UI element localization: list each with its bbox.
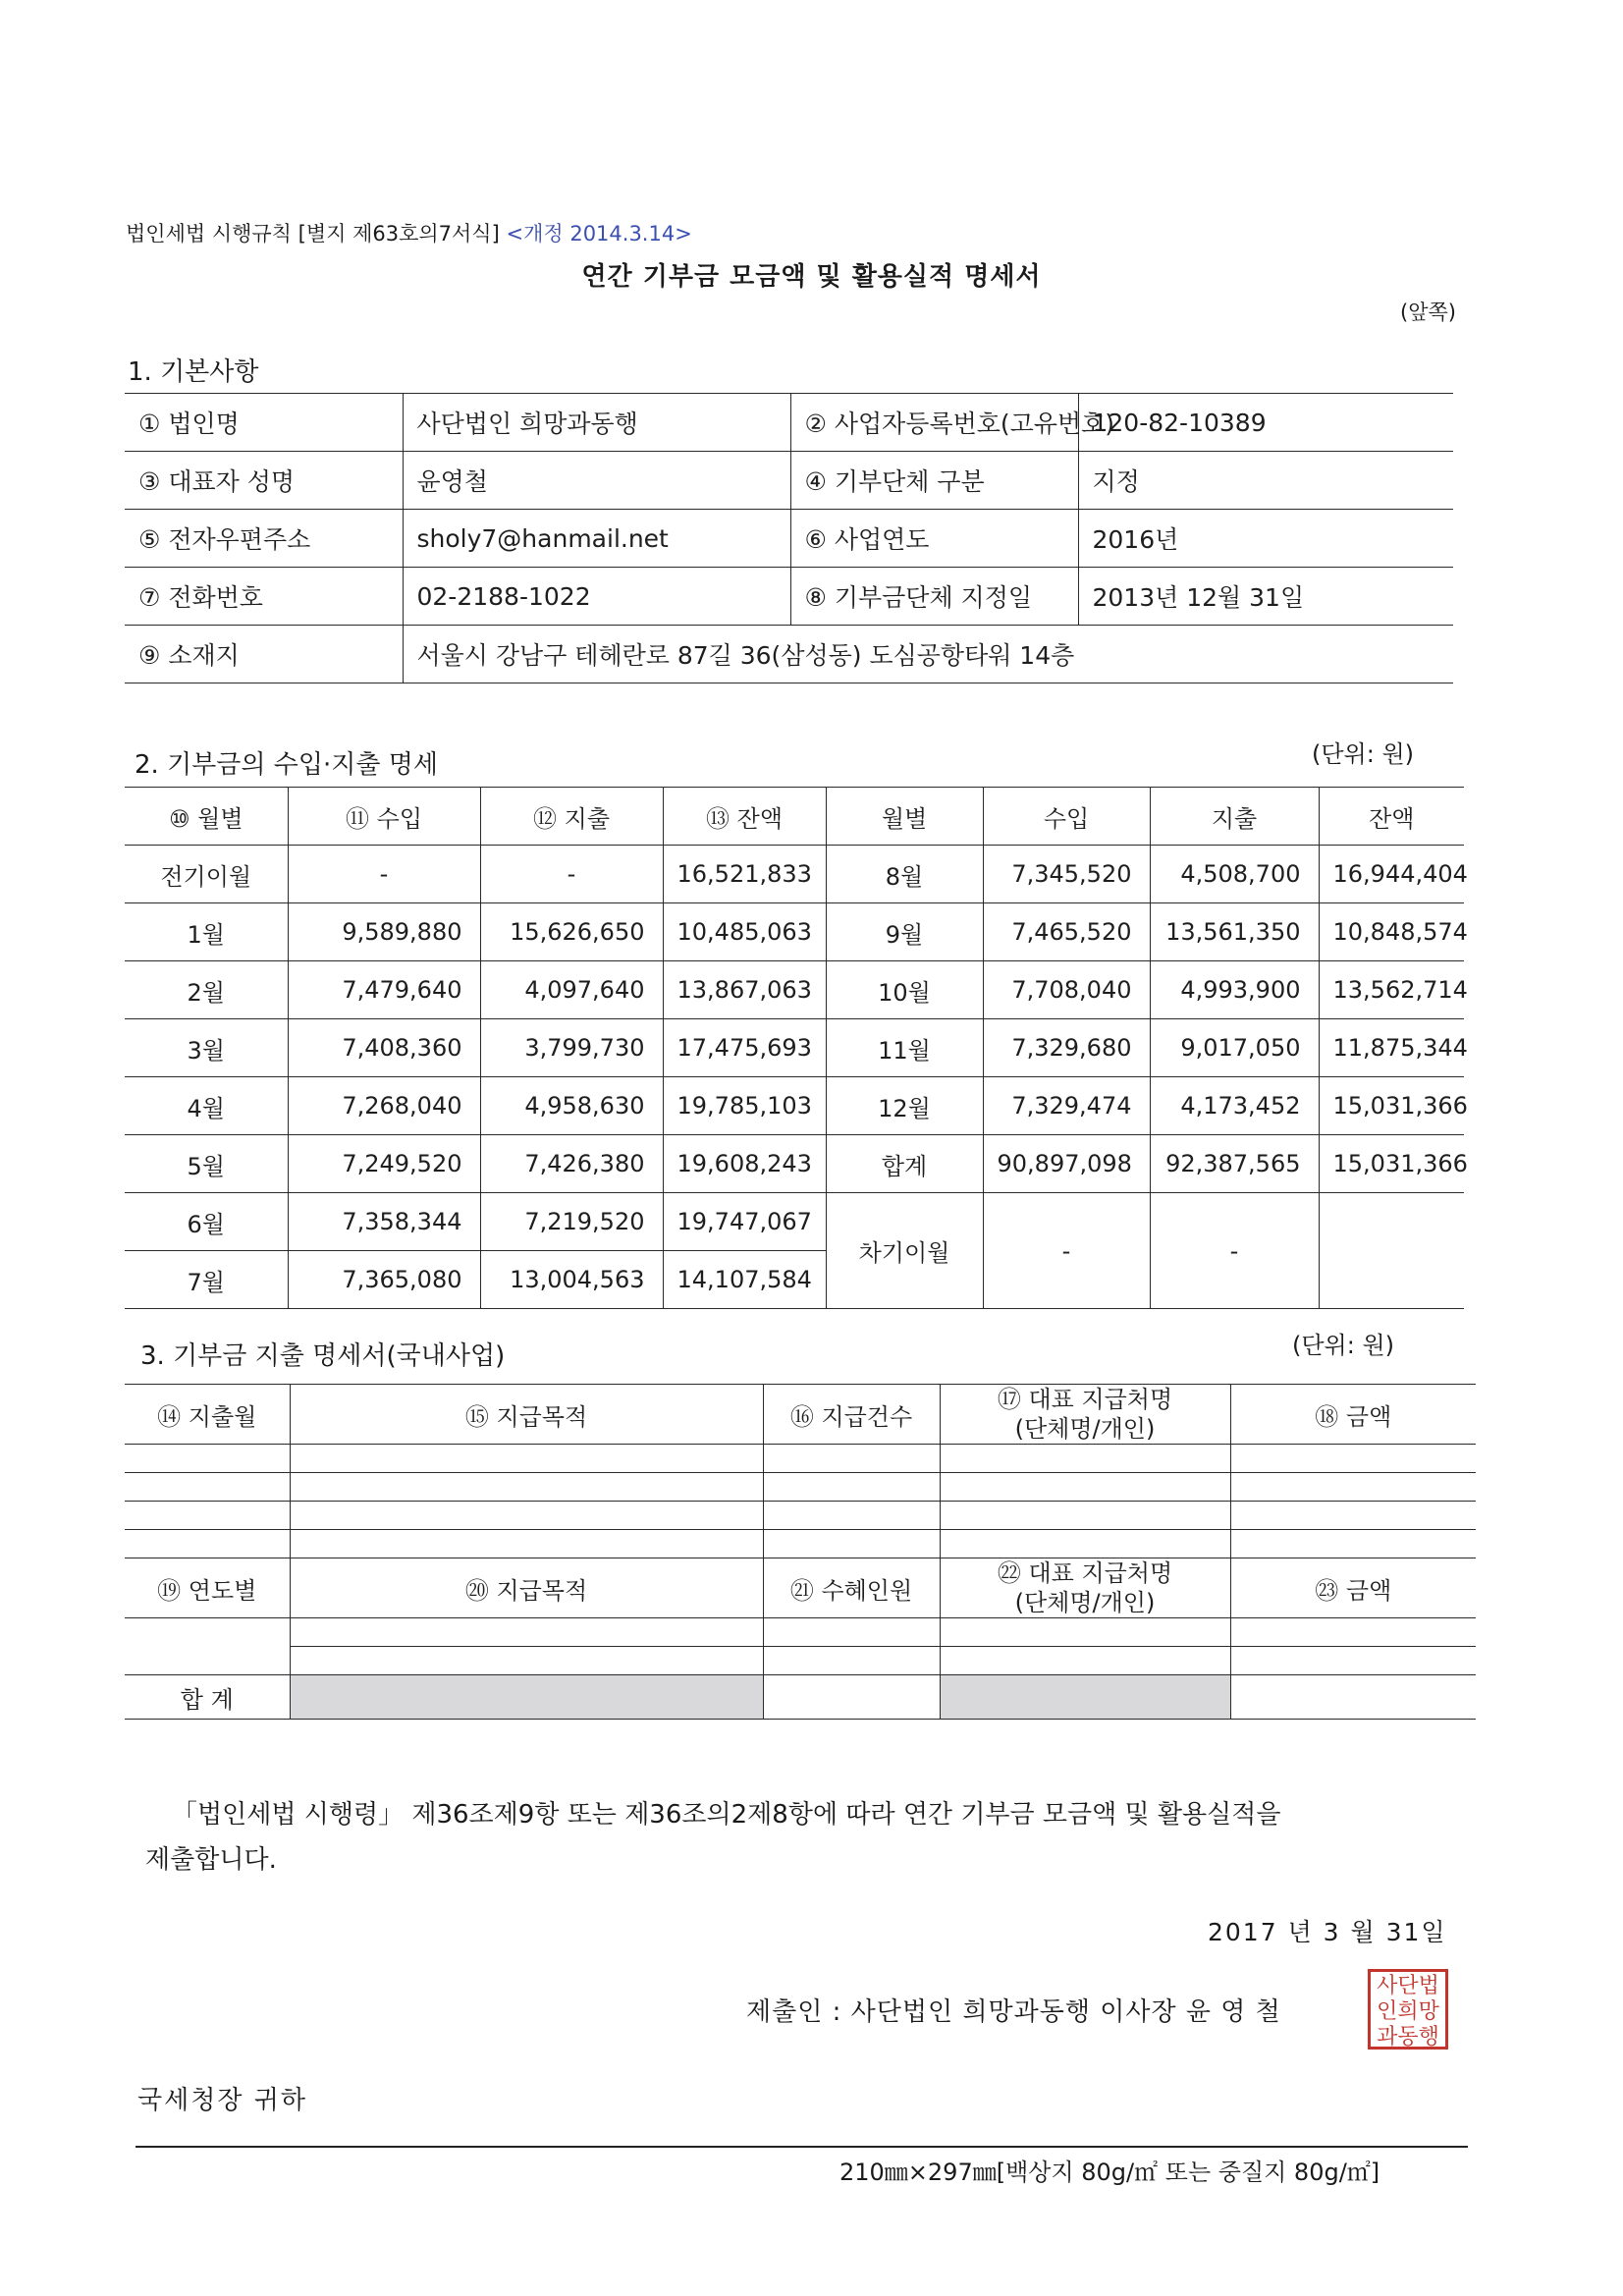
- balance-cell: 14,107,584: [663, 1251, 826, 1309]
- paper-spec: 210㎜×297㎜[백상지 80g/㎡ 또는 중질지 80g/㎡]: [839, 2159, 1380, 2186]
- col-expense: ⑫ 지출: [480, 788, 663, 846]
- month-cell: 5월: [125, 1135, 288, 1193]
- total-label-cell: 합계: [826, 1135, 983, 1193]
- col-income: ⑪ 수입: [288, 788, 480, 846]
- table-row: [125, 1502, 1476, 1530]
- phone-value: 02-2188-1022: [403, 568, 790, 626]
- income-cell: 7,329,474: [983, 1077, 1150, 1135]
- col-expense-2: 지출: [1150, 788, 1319, 846]
- table-row: [125, 903, 1464, 961]
- recipient-title: ㉒ 대표 지급처명: [997, 1559, 1173, 1587]
- expense-cell: -: [480, 846, 663, 903]
- carry-forward-expense: -: [1150, 1193, 1319, 1309]
- basic-info-row: [125, 452, 1453, 510]
- col-income-2: 수입: [983, 788, 1150, 846]
- balance-cell: 13,867,063: [663, 961, 826, 1019]
- recipient-subtitle: (단체명/개인): [1014, 1415, 1156, 1443]
- month-cell: 전기이월: [125, 846, 288, 903]
- col-month: ⑩ 월별: [125, 788, 288, 846]
- carry-forward-income: -: [983, 1193, 1150, 1309]
- month-cell: 12월: [826, 1077, 983, 1135]
- balance-cell: 10,485,063: [663, 903, 826, 961]
- balance-cell: 19,747,067: [663, 1193, 826, 1251]
- income-cell: -: [288, 846, 480, 903]
- col-recipient-2: [940, 1558, 1230, 1618]
- col-month-2: 월별: [826, 788, 983, 846]
- org-type-label: ④ 기부단체 구분: [790, 452, 1078, 510]
- carry-forward-balance: [1319, 1193, 1464, 1309]
- col-year: ⑲ 연도별: [125, 1558, 290, 1618]
- fiscal-year-value: 2016년: [1078, 510, 1453, 568]
- expense-cell: 4,993,900: [1150, 961, 1319, 1019]
- corp-name-value: 사단법인 희망과동행: [403, 394, 790, 452]
- section2-heading: 2. 기부금의 수입·지출 명세: [135, 750, 439, 780]
- designation-date-value: 2013년 12월 31일: [1078, 568, 1453, 626]
- balance-cell: 16,521,833: [663, 846, 826, 903]
- basic-info-row: [125, 394, 1453, 452]
- income-cell: 7,465,520: [983, 903, 1150, 961]
- col-purpose: ⑮ 지급목적: [290, 1385, 763, 1445]
- submitter: 제출인 : 사단법인 희망과동행 이사장 윤 영 철: [746, 1997, 1281, 2027]
- table-row: [125, 1473, 1476, 1502]
- law-reference: 법인세법 시행규칙 [별지 제63호의7서식]: [126, 222, 500, 246]
- income-cell: 7,408,360: [288, 1019, 480, 1077]
- expense-cell: 7,219,520: [480, 1193, 663, 1251]
- basic-info-table: [125, 393, 1453, 683]
- income-cell: 7,268,040: [288, 1077, 480, 1135]
- col-purpose-2: ⑳ 지급목적: [290, 1558, 763, 1618]
- expense-cell: 15,626,650: [480, 903, 663, 961]
- col-balance: ⑬ 잔액: [663, 788, 826, 846]
- table-row: [125, 1647, 1476, 1675]
- total-balance-cell: 15,031,366: [1319, 1135, 1464, 1193]
- expense-cell: 4,173,452: [1150, 1077, 1319, 1135]
- income-cell: 7,358,344: [288, 1193, 480, 1251]
- recipient-office: 국세청장 귀하: [137, 2086, 307, 2115]
- official-seal-icon: 사단법인희망과동행: [1368, 1969, 1448, 2050]
- total-label: 합 계: [125, 1675, 290, 1720]
- income-cell: 9,589,880: [288, 903, 480, 961]
- basic-info-row: [125, 626, 1453, 683]
- basic-info-row: [125, 568, 1453, 626]
- income-expense-table: [125, 787, 1468, 1309]
- expense-cell: 9,017,050: [1150, 1019, 1319, 1077]
- income-cell: 7,345,520: [983, 846, 1150, 903]
- front-page-mark: (앞쪽): [1400, 301, 1456, 324]
- month-cell: 7월: [125, 1251, 288, 1309]
- expense-cell: 13,561,350: [1150, 903, 1319, 961]
- month-cell: 6월: [125, 1193, 288, 1251]
- email-value: sholy7@hanmail.net: [403, 510, 790, 568]
- month-cell: 10월: [826, 961, 983, 1019]
- balance-cell: 16,944,404: [1319, 846, 1464, 903]
- recipient-subtitle: (단체명/개인): [1014, 1589, 1156, 1616]
- footer-divider: [135, 2146, 1468, 2148]
- recipient-title: ⑰ 대표 지급처명: [997, 1386, 1173, 1413]
- balance-cell: 19,785,103: [663, 1077, 826, 1135]
- month-cell: 9월: [826, 903, 983, 961]
- month-cell: 1월: [125, 903, 288, 961]
- carry-forward-label: 차기이월: [826, 1193, 983, 1309]
- month-cell: 3월: [125, 1019, 288, 1077]
- form-reference: [126, 218, 692, 247]
- representative-label: ③ 대표자 성명: [125, 452, 403, 510]
- section3-heading: 3. 기부금 지출 명세서(국내사업): [140, 1341, 506, 1371]
- revision-date: <개정 2014.3.14>: [506, 222, 692, 246]
- income-cell: 7,479,640: [288, 961, 480, 1019]
- expense-cell: 4,508,700: [1150, 846, 1319, 903]
- balance-cell: 15,031,366: [1319, 1077, 1464, 1135]
- balance-cell: 17,475,693: [663, 1019, 826, 1077]
- expense-cell: 4,097,640: [480, 961, 663, 1019]
- document-title: 연간 기부금 모금액 및 활용실적 명세서: [581, 262, 1042, 292]
- col-count: ⑯ 지급건수: [763, 1385, 940, 1445]
- col-amount: ⑱ 금액: [1230, 1385, 1476, 1445]
- table-row: [125, 1077, 1464, 1135]
- total-expense-cell: 92,387,565: [1150, 1135, 1319, 1193]
- corp-name-label: ① 법인명: [125, 394, 403, 452]
- email-label: ⑤ 전자우편주소: [125, 510, 403, 568]
- total-income-cell: 90,897,098: [983, 1135, 1150, 1193]
- designation-date-label: ⑧ 기부금단체 지정일: [790, 568, 1078, 626]
- section2-unit: (단위: 원): [1312, 740, 1414, 768]
- fiscal-year-label: ⑥ 사업연도: [790, 510, 1078, 568]
- income-cell: 7,365,080: [288, 1251, 480, 1309]
- business-reg-label: ② 사업자등록번호(고유번호): [790, 394, 1078, 452]
- table-row: [125, 961, 1464, 1019]
- month-cell: 8월: [826, 846, 983, 903]
- income-cell: 7,708,040: [983, 961, 1150, 1019]
- table-row: [125, 846, 1464, 903]
- balance-cell: 13,562,714: [1319, 961, 1464, 1019]
- expense-cell: 4,958,630: [480, 1077, 663, 1135]
- balance-cell: 11,875,344: [1319, 1019, 1464, 1077]
- col-beneficiaries: ㉑ 수혜인원: [763, 1558, 940, 1618]
- balance-cell: 19,608,243: [663, 1135, 826, 1193]
- month-cell: 2월: [125, 961, 288, 1019]
- section3-unit: (단위: 원): [1292, 1332, 1394, 1359]
- basic-info-row: [125, 510, 1453, 568]
- expenditure-table: [125, 1384, 1476, 1720]
- table-row: [125, 1445, 1476, 1473]
- table-row: [125, 1193, 1464, 1251]
- balance-cell: 10,848,574: [1319, 903, 1464, 961]
- table-row: [125, 1530, 1476, 1558]
- col-amount-2: ㉓ 금액: [1230, 1558, 1476, 1618]
- col-recipient: [940, 1385, 1230, 1445]
- expense-cell: 7,426,380: [480, 1135, 663, 1193]
- expense-cell: 13,004,563: [480, 1251, 663, 1309]
- business-reg-value: 120-82-10389: [1078, 394, 1453, 452]
- org-type-value: 지정: [1078, 452, 1453, 510]
- month-cell: 4월: [125, 1077, 288, 1135]
- section1-heading: 1. 기본사항: [128, 357, 259, 387]
- expense-cell: 3,799,730: [480, 1019, 663, 1077]
- table-row: [125, 1618, 1476, 1647]
- income-cell: 7,249,520: [288, 1135, 480, 1193]
- address-value: 서울시 강남구 테헤란로 87길 36(삼성동) 도심공항타워 14층: [403, 626, 1453, 683]
- col-expense-month: ⑭ 지출월: [125, 1385, 290, 1445]
- representative-value: 윤영철: [403, 452, 790, 510]
- table-header-row: [125, 788, 1464, 846]
- table-header-row: [125, 1385, 1476, 1445]
- declaration-text-2: 제출합니다.: [145, 1845, 277, 1875]
- total-row: [125, 1675, 1476, 1720]
- submission-date: 2017 년 3 월 31일: [1208, 1918, 1447, 1946]
- phone-label: ⑦ 전화번호: [125, 568, 403, 626]
- month-cell: 11월: [826, 1019, 983, 1077]
- table-header-row: [125, 1558, 1476, 1618]
- address-label: ⑨ 소재지: [125, 626, 403, 683]
- income-cell: 7,329,680: [983, 1019, 1150, 1077]
- declaration-text: 「법인세법 시행령」 제36조제9항 또는 제36조의2제8항에 따라 연간 기부금 모금액 및 활용실적을: [172, 1800, 1281, 1830]
- table-row: [125, 1019, 1464, 1077]
- col-balance-2: 잔액: [1319, 788, 1464, 846]
- table-row: [125, 1135, 1464, 1193]
